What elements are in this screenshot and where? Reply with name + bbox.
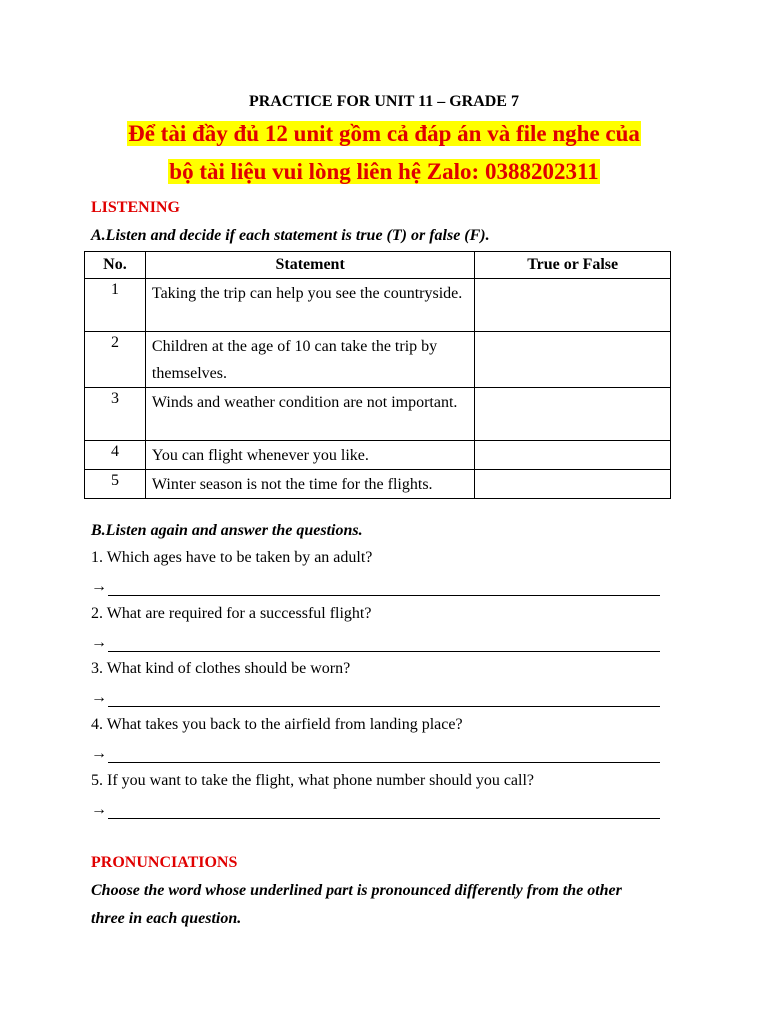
row-number: 2 xyxy=(85,332,146,388)
table-row xyxy=(85,279,671,332)
answer-blank[interactable] xyxy=(108,637,660,652)
answer-blank[interactable] xyxy=(108,748,660,763)
question-1: 1. Which ages have to be taken by an adult? xyxy=(91,549,373,566)
answer-blank[interactable] xyxy=(108,804,660,819)
arrow-icon: → xyxy=(91,578,107,595)
row-number: 1 xyxy=(85,279,146,332)
answer-line-5[interactable] xyxy=(91,801,660,819)
answer-blank[interactable] xyxy=(108,581,660,596)
statement-cell: Winds and weather condition are not important. xyxy=(145,388,474,441)
statement-cell: You can flight whenever you like. xyxy=(145,441,474,470)
row-number: 5 xyxy=(85,470,146,499)
statement-cell: Children at the age of 10 can take the trip by themselves. xyxy=(145,332,474,388)
table-row xyxy=(85,470,671,499)
row-number: 4 xyxy=(85,441,146,470)
part-b-instruction: B.Listen again and answer the questions. xyxy=(91,522,363,539)
true-false-table xyxy=(84,251,671,499)
answer-cell[interactable] xyxy=(475,279,671,332)
table-row xyxy=(85,332,671,388)
pronunciation-instruction-line-2: three in each question. xyxy=(91,910,242,927)
arrow-icon: → xyxy=(91,801,107,818)
row-number: 3 xyxy=(85,388,146,441)
listening-heading: LISTENING xyxy=(91,199,180,216)
pronunciation-heading: PRONUNCIATIONS xyxy=(91,854,238,871)
table-row xyxy=(85,388,671,441)
answer-line-3[interactable] xyxy=(91,689,660,707)
answer-line-4[interactable] xyxy=(91,745,660,763)
statement-cell: Taking the trip can help you see the countryside. xyxy=(145,279,474,332)
promo-line-1: Để tài đầy đủ 12 unit gồm cả đáp án và file nghe của xyxy=(128,121,640,146)
answer-cell[interactable] xyxy=(475,470,671,499)
table-header-row xyxy=(85,252,671,279)
answer-cell[interactable] xyxy=(475,441,671,470)
question-5: 5. If you want to take the flight, what phone number should you call? xyxy=(91,772,535,789)
answer-cell[interactable] xyxy=(475,332,671,388)
promo-line-2: bộ tài liệu vui lòng liên hệ Zalo: 0388202311 xyxy=(169,159,599,184)
arrow-icon: → xyxy=(91,689,107,706)
answer-cell[interactable] xyxy=(475,388,671,441)
arrow-icon: → xyxy=(91,634,107,651)
answer-line-1[interactable] xyxy=(91,578,660,596)
arrow-icon: → xyxy=(91,745,107,762)
page-title: PRACTICE FOR UNIT 11 – GRADE 7 xyxy=(249,93,519,110)
table-row xyxy=(85,441,671,470)
column-header-statement: Statement xyxy=(145,252,474,279)
part-a-instruction: A.Listen and decide if each statement is true (T) or false (F). xyxy=(91,227,490,244)
pronunciation-instruction-line-1: Choose the word whose underlined part is pronounced differently from the other xyxy=(91,882,622,899)
column-header-no: No. xyxy=(85,252,146,279)
statement-cell: Winter season is not the time for the flights. xyxy=(145,470,474,499)
answer-line-2[interactable] xyxy=(91,634,660,652)
answer-blank[interactable] xyxy=(108,692,660,707)
question-4: 4. What takes you back to the airfield from landing place? xyxy=(91,716,463,733)
question-3: 3. What kind of clothes should be worn? xyxy=(91,660,351,677)
column-header-true-false: True or False xyxy=(475,252,671,279)
question-2: 2. What are required for a successful flight? xyxy=(91,605,372,622)
